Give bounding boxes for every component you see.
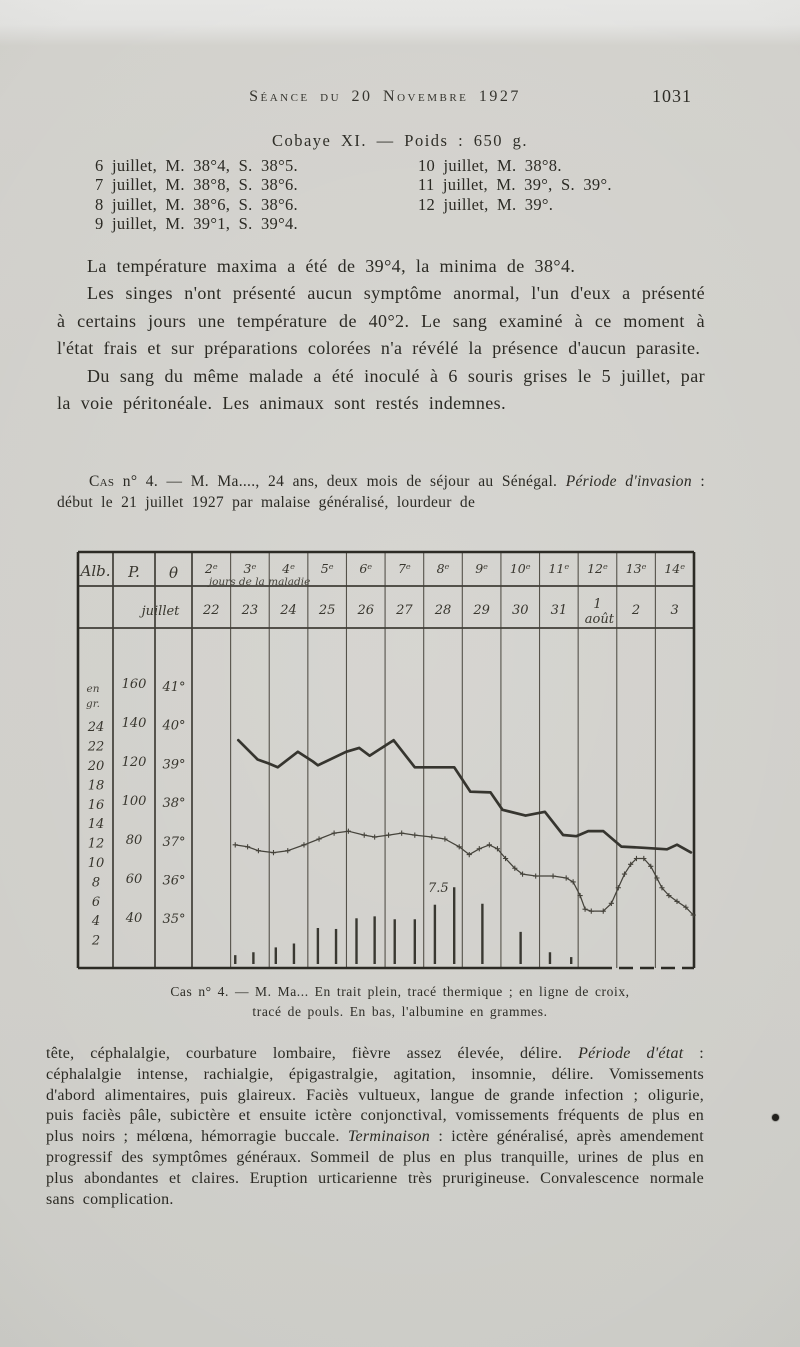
- pulse-cross-marker: [550, 873, 555, 878]
- pulse-cross-marker: [271, 850, 276, 855]
- albumin-tick-label: 4: [91, 914, 101, 930]
- pulse-tick-label: 80: [125, 833, 143, 848]
- date-label: 25: [318, 603, 336, 618]
- pulse-cross-marker: [233, 842, 238, 847]
- pulse-cross-marker: [332, 831, 337, 836]
- small-caps-phrase: Cas: [89, 473, 115, 490]
- albumin-tick-label: 22: [87, 739, 105, 755]
- date-label: 27: [396, 603, 413, 618]
- temperature-reading-line: 10 juillet, M. 38°8.: [418, 156, 562, 175]
- temperature-tick-label: 40°: [162, 718, 186, 734]
- pulse-cross-marker: [245, 844, 250, 849]
- temperature-tick-label: 41°: [162, 680, 186, 695]
- text-run: Les singes n'ont présenté aucun symptôme anormal, l'un d'eux a présenté à certains jours une température de 40°2. Le sang examiné à ce moment à l'état frais et sur préparations colorées n'a révélé la présence d'aucun parasite.: [57, 283, 705, 359]
- albumin-column-label: Alb.: [80, 562, 111, 580]
- pulse-cross-marker: [399, 831, 404, 836]
- date-label: 22: [203, 603, 220, 618]
- day-header: 7ᵉ: [397, 561, 411, 576]
- text-run: Du sang du même malade a été inoculé à 6 souris grises le 5 juillet, par la voie péritonéale. Les animaux sont restés indemnes.: [57, 365, 705, 414]
- pulse-cross-marker: [316, 836, 321, 841]
- albumin-tick-label: 18: [87, 778, 105, 794]
- text-run: tête, céphalalgie, courbature lombaire, fièvre assez élevée, délire.: [46, 1045, 579, 1062]
- body-text: [57, 253, 705, 417]
- pulse-cross-marker: [301, 842, 306, 847]
- figure-caption: [15, 982, 785, 1022]
- albumin-annotation: 7.5: [428, 881, 449, 897]
- temperature-reading-line: 6 juillet, M. 38°4, S. 38°5.: [95, 156, 298, 175]
- case-4-paragraph-text: [57, 471, 705, 513]
- pulse-tick-label: 160: [121, 677, 147, 692]
- temperature-readings-right: [418, 156, 612, 214]
- session-title: Séance du 20 Novembre 1927: [249, 88, 521, 105]
- temperature-reading-line: 9 juillet, M. 39°1, S. 39°4.: [95, 213, 298, 233]
- date-label: 31: [550, 603, 568, 618]
- temperature-tick-label: 38°: [162, 796, 186, 812]
- date-label: 28: [434, 603, 452, 618]
- albumin-tick-label: 6: [91, 894, 101, 910]
- temperature-trace: [238, 740, 691, 852]
- day-header: 6ᵉ: [359, 561, 373, 576]
- albumin-tick-label: 14: [87, 817, 105, 833]
- pulse-cross-marker: [564, 875, 569, 880]
- body-paragraph: [57, 363, 705, 418]
- case-4-paragraph: [57, 471, 705, 513]
- ink-speck: [772, 1114, 779, 1121]
- italic-phrase: Terminaison: [347, 1128, 431, 1146]
- temperature-reading-line: 7 juillet, M. 38°8, S. 38°6.: [95, 175, 298, 195]
- closing-paragraph-text: [46, 1044, 704, 1210]
- pulse-cross-marker: [583, 907, 588, 912]
- pulse-tick-label: 60: [125, 872, 143, 887]
- pulse-tick-label: 120: [121, 755, 147, 770]
- temperature-tick-label: 36°: [162, 873, 186, 889]
- day-header: 9ᵉ: [475, 561, 489, 576]
- pulse-tick-label: 140: [121, 716, 147, 731]
- closing-paragraph: [46, 1044, 704, 1210]
- date-label: 1 août: [584, 597, 614, 627]
- page-number: 1031: [652, 86, 692, 106]
- date-label: 2: [631, 603, 641, 618]
- pulse-cross-marker: [285, 848, 290, 853]
- temperature-tick-label: 35°: [162, 912, 186, 928]
- body-paragraph: [57, 253, 705, 280]
- day-annotation: jours de la maladie: [208, 576, 311, 588]
- fever-chart: [66, 540, 706, 975]
- pulse-tick-label: 100: [121, 794, 147, 809]
- pulse-cross-marker: [533, 873, 538, 878]
- body-paragraph: [57, 280, 705, 362]
- temperature-reading-line: 11 juillet, M. 39°, S. 39°.: [418, 175, 612, 195]
- pulse-column-label: P.: [128, 563, 140, 581]
- text-run: n° 4. — M. Ma...., 24 ans, deux mois de séjour au Sénégal.: [114, 473, 566, 490]
- pulse-cross-marker: [589, 909, 594, 914]
- pulse-cross-marker: [571, 879, 576, 884]
- date-label: 30: [511, 603, 529, 618]
- pulse-cross-marker: [362, 833, 367, 838]
- day-header: 3ᵉ: [243, 561, 257, 576]
- albumin-tick-label: 12: [87, 836, 105, 852]
- day-header: 2ᵉ: [204, 561, 218, 576]
- figure-caption-line-2: tracé de pouls. En bas, l'albumine en grammes.: [252, 1004, 548, 1019]
- temperature-column-label: θ: [168, 564, 179, 582]
- pulse-cross-marker: [372, 834, 377, 839]
- albumin-tick-label: 10: [87, 856, 105, 871]
- date-label: 26: [357, 603, 375, 618]
- pulse-cross-marker: [386, 833, 391, 838]
- pulse-cross-marker: [412, 833, 417, 838]
- pulse-cross-marker: [442, 836, 447, 841]
- temperature-reading-line: 12 juillet, M. 39°.: [418, 194, 554, 214]
- temperature-tick-label: 37°: [162, 834, 186, 850]
- albumin-tick-label: 16: [87, 797, 105, 813]
- day-header: 4ᵉ: [282, 561, 295, 576]
- month-label: juillet: [141, 604, 180, 619]
- pulse-tick-label: 40: [125, 911, 143, 926]
- text-run: : céphalalgie intense, rachialgie, épigastralgie, agitation, insomnie, délire. Vomissements d'abord alimentaires, puis glaireux. Faciès vultueux, langue de grande infection ; oligurie, puis faciès pâle, subictère et ensuite ictère conjonctival, vomissements fréquents de plus en plus noirs ; mélœna, hémorragie buccale.: [46, 1045, 705, 1146]
- italic-phrase: Période d'invasion: [565, 473, 692, 490]
- albumin-unit-label: gr.: [86, 698, 100, 710]
- pulse-cross-marker: [256, 848, 261, 853]
- date-label: 29: [473, 603, 490, 618]
- day-header: 11ᵉ: [548, 561, 570, 576]
- pulse-cross-marker: [487, 842, 492, 847]
- figure-caption-line-1: Cas n° 4. — M. Ma... En trait plein, tracé thermique ; en ligne de croix,: [170, 984, 630, 999]
- date-label: 23: [241, 603, 259, 618]
- pulse-cross-marker: [429, 834, 434, 839]
- day-header: 14ᵉ: [664, 561, 686, 576]
- albumin-tick-label: 2: [91, 933, 101, 949]
- text-run: : ictère généralisé, après amendement progressif des symptômes généraux. Sommeil de plus en plus tranquille, urines de plus en plus abondantes et claires. Eruption urticarienne très prurigineuse. Convalescence normale sans complication.: [46, 1128, 705, 1208]
- temperature-readings-left: [95, 156, 298, 233]
- albumin-tick-label: 24: [87, 720, 105, 736]
- albumin-tick-label: 8: [91, 875, 101, 891]
- italic-phrase: Période d'état: [578, 1045, 684, 1062]
- temperature-reading-line: 8 juillet, M. 38°6, S. 38°6.: [95, 194, 298, 214]
- albumin-tick-label: 20: [87, 759, 105, 774]
- day-header: 8ᵉ: [436, 561, 450, 576]
- day-header: 10ᵉ: [509, 561, 531, 576]
- albumin-unit-label: en: [86, 683, 100, 695]
- date-label: 24: [280, 603, 297, 618]
- date-label: 3: [670, 603, 679, 618]
- text-run: : début le 21 juillet 1927 par malaise généralisé, lourdeur de: [57, 473, 705, 511]
- specimen-heading: Cobaye XI. — Poids : 650 g.: [271, 131, 529, 150]
- text-run: La température maxima a été de 39°4, la minima de 38°4.: [87, 256, 576, 276]
- temperature-tick-label: 39°: [162, 757, 186, 773]
- day-header: 5ᵉ: [320, 561, 334, 576]
- day-header: 13ᵉ: [625, 561, 647, 576]
- day-header: 12ᵉ: [587, 561, 608, 576]
